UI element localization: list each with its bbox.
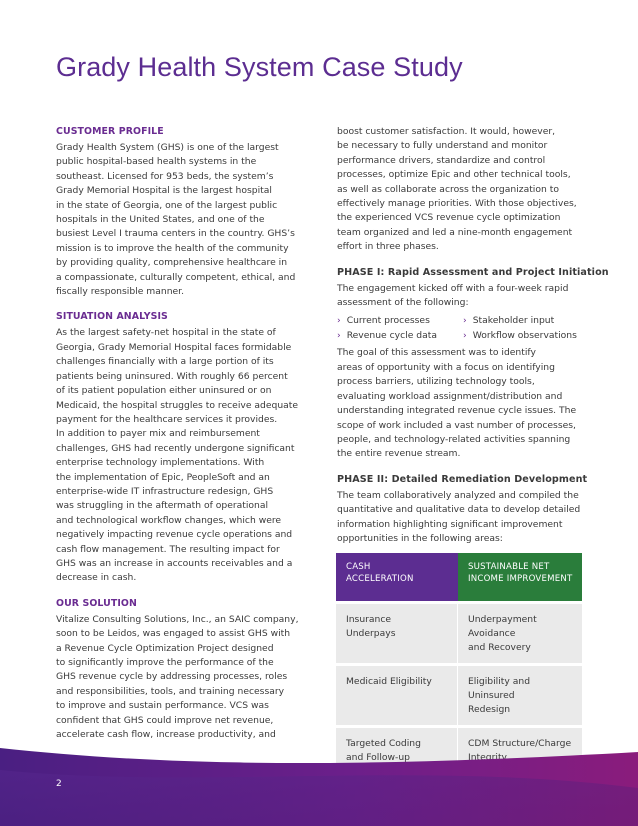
customer-profile-text: Grady Health System (GHS) is one of the largest public hospital-based health systems in the southeast. Licensed for 953 beds, the system’s Grady Memorial Hospital is the largest hospital in the state of Georgia, one of the largest public hospitals in the United States, and one of the busiest Level I trauma centers in the country. GHS’s mission is to improve the health of the community by providing quality, comprehensive healthcare in a compassionate, culturally competent, ethical, and fiscally responsible manner. — [56, 142, 296, 298]
phase1-bullet-list — [337, 313, 587, 343]
table-cell: Medicaid Eligibility — [336, 663, 458, 725]
left-column — [56, 125, 306, 742]
table-row — [336, 601, 582, 663]
table-row — [336, 663, 582, 725]
table-cell: CDM Structure/Charge Integrity — [458, 725, 582, 777]
phase1-heading: PHASE I: Rapid Assessment and Project Initiation — [337, 266, 609, 278]
chevron-right-icon: › — [337, 315, 341, 327]
page-title: Grady Health System Case Study — [56, 52, 463, 82]
our-solution-heading: OUR SOLUTION — [56, 597, 137, 609]
phase1-intro: The engagement kicked off with a four-week rapid assessment of the following: — [337, 282, 569, 309]
table-cell: Targeted Coding and Follow-up — [336, 725, 458, 777]
table-cell: Underpayment Avoidance and Recovery — [458, 601, 582, 663]
phase2-heading: PHASE II: Detailed Remediation Development — [337, 473, 588, 485]
our-solution-text: Vitalize Consulting Solutions, Inc., an SAIC company, soon to be Leidos, was engaged to assist GHS with a Revenue Cycle Optimization Project designed to significantly improve the performance of the GHS revenue cycle by addressing processes, roles and responsibilities, tools, and training necessary to improve and sustain performance. VCS was confident that GHS could improve net revenue, accelerate cash flow, increase productivity, and — [56, 613, 299, 741]
table-cell: Eligibility and Uninsured Redesign — [458, 663, 582, 725]
situation-analysis-heading: SITUATION ANALYSIS — [56, 311, 168, 323]
continuation-text: boost customer satisfaction. It would, however, be necessary to fully understand and monitor performance drivers, standardize and control processes, optimize Epic and other technical tools, as well as collaborate across the organization to effectively manage priorities. With those objectives, the experienced VCS revenue cycle optimization team organized and led a nine-month engagement effort in three phases. — [337, 126, 577, 253]
list-item: › Workflow observations — [463, 330, 577, 342]
customer-profile-heading: CUSTOMER PROFILE — [56, 126, 164, 137]
table-cell: Insurance Underpays — [336, 601, 458, 663]
chevron-right-icon: › — [337, 330, 341, 342]
table-header-row — [336, 553, 582, 601]
list-item: › Current processes — [337, 315, 430, 327]
table-header-net-income: SUSTAINABLE NET INCOME IMPROVEMENT — [458, 553, 582, 601]
phase2-text: The team collaboratively analyzed and compiled the quantitative and qualitative data to develop detailed information highlighting significant improvement opportunities in the following areas: — [337, 489, 581, 544]
list-item: › Revenue cycle data — [337, 330, 437, 342]
phase1-text: The goal of this assessment was to identify areas of opportunity with a focus on identifying process barriers, utilizing technology tools, evaluating workload assignment/distribution and understanding integrated revenue cycle issues. The scope of work included a vast number of processes, people, and technology-related activities spanning the entire revenue stream. — [337, 347, 577, 460]
list-item: › Stakeholder input — [463, 315, 555, 327]
footer-band — [0, 730, 638, 826]
chevron-right-icon: › — [463, 330, 467, 342]
table-header-cash-acceleration: CASH ACCELERATION — [336, 553, 458, 601]
chevron-right-icon: › — [463, 315, 467, 327]
page-number: 2 — [56, 779, 62, 789]
situation-analysis-text: As the largest safety-net hospital in the state of Georgia, Grady Memorial Hospital faces formidable challenges financially with a large portion of its patients being uninsured. With roughly 66 percent of its patient population either uninsured or on Medicaid, the hospital struggles to receive adequate payment for the healthcare services it provides. In addition to payer mix and reimbursement challenges, GHS had recently undergone significant enterprise technology implementations. With the implementation of Epic, PeopleSoft and an enterprise-wide IT infrastructure redesign, GHS was struggling in the aftermath of operational and technological workflow changes, which were negatively impacting revenue cycle operations and cash flow management. The resulting impact for GHS was an increase in accounts receivables and a decrease in cash. — [56, 327, 299, 584]
right-column — [337, 125, 609, 546]
